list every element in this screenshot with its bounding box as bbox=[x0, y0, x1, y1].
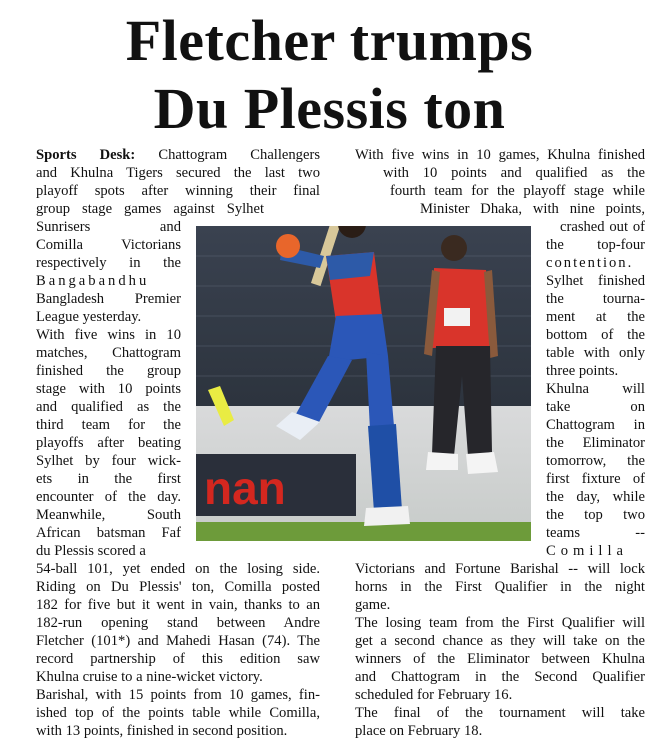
text-line: and qualified as the bbox=[36, 399, 181, 415]
text-line: three points. bbox=[546, 363, 619, 379]
text-line: ment at the bbox=[546, 309, 645, 325]
text-line: and Chattogram in the Second Qualifier bbox=[355, 669, 645, 685]
text-line: Sunrisers and bbox=[36, 219, 181, 235]
text-line: scheduled for February 16. bbox=[355, 687, 513, 703]
text-line: third team for the bbox=[36, 417, 181, 433]
text-line: fourth team for the playoff stage while bbox=[390, 183, 645, 199]
headline-line-2: Du Plessis ton bbox=[153, 76, 506, 141]
text-line: ets in the first bbox=[36, 471, 181, 487]
text-line: The losing team from the First Qualifier will bbox=[355, 615, 645, 631]
banner-text: nan bbox=[204, 462, 286, 514]
text-line: Chattogram in bbox=[546, 417, 645, 433]
text-line: ished top of the points table while Comilla, bbox=[36, 705, 320, 721]
text-line: respectively in the bbox=[36, 255, 181, 271]
text-line: with 13 points, finished in second position. bbox=[36, 723, 288, 739]
text-line: contention. bbox=[546, 255, 634, 271]
text-line: the top-four bbox=[546, 237, 645, 253]
text-line: playoff spots after winning their final bbox=[36, 183, 320, 199]
text-line: Comilla bbox=[546, 543, 629, 559]
text-line: game. bbox=[355, 597, 391, 613]
headline-line-1: Fletcher trumps bbox=[125, 8, 534, 73]
text-line: 182 for five but it went in vain, thanks to an bbox=[36, 597, 320, 613]
text-line: du Plessis scored a bbox=[36, 543, 146, 559]
text-line: take on bbox=[546, 399, 645, 415]
text-line: with 10 points and qualified as the bbox=[383, 165, 645, 181]
text-line: finished the group bbox=[36, 363, 181, 379]
text-line: encounter of the day. bbox=[36, 489, 181, 505]
text-line: horns in the First Qualifier in the night bbox=[355, 579, 645, 595]
text-line: Riding on Du Plessis' ton, Comilla posted bbox=[36, 579, 320, 595]
text-line: crashed out of bbox=[560, 219, 645, 235]
text-line: Sylhet finished bbox=[546, 273, 645, 289]
text-line: playoffs after beating bbox=[36, 435, 181, 451]
text-line: winners of the Eliminator between Khulna bbox=[355, 651, 645, 667]
text-line: teams -- bbox=[546, 525, 645, 541]
text-line: 54-ball 101, yet ended on the losing side. bbox=[36, 561, 320, 577]
text-line: Fletcher (101*) and Mahedi Hasan (74). The bbox=[36, 633, 320, 649]
text-line: With five wins in 10 bbox=[36, 327, 181, 343]
text-line: record partnership of this edition saw bbox=[36, 651, 320, 667]
text-line: Bangladesh Premier bbox=[36, 291, 181, 307]
text-line: Barishal, with 15 points from 10 games, fin- bbox=[36, 687, 320, 703]
photo-illustration bbox=[196, 226, 531, 541]
text-line: Bangabandhu bbox=[36, 273, 150, 289]
text-line: and Khulna Tigers secured the last two bbox=[36, 165, 320, 181]
text-line: bottom of the bbox=[546, 327, 645, 343]
text-line: the Eliminator bbox=[546, 435, 645, 451]
text-line: Minister Dhaka, with nine points, bbox=[420, 201, 645, 217]
text-line: first fixture of bbox=[546, 471, 645, 487]
text-line: the top two bbox=[546, 507, 645, 523]
text-line: tomorrow, the bbox=[546, 453, 645, 469]
text-line: table with only bbox=[546, 345, 645, 361]
text-line: African batsman Faf bbox=[36, 525, 181, 541]
text-line: Meanwhile, South bbox=[36, 507, 181, 523]
text-line: place on February 18. bbox=[355, 723, 483, 739]
text-line: 182-run opening stand between Andre bbox=[36, 615, 320, 631]
text-line: Victorians and Fortune Barishal -- will lock bbox=[355, 561, 645, 577]
text-line: Sports Desk: Chattogram Challengers bbox=[36, 147, 320, 163]
text-line: Sylhet by four wick- bbox=[36, 453, 181, 469]
text-line: With five wins in 10 games, Khulna finished bbox=[355, 147, 645, 163]
text-line: the day, while bbox=[546, 489, 645, 505]
text-line: Khulna will bbox=[546, 381, 645, 397]
text-line: Comilla Victorians bbox=[36, 237, 181, 253]
cricket-photo bbox=[196, 226, 531, 541]
dateline: Sports Desk: bbox=[36, 147, 136, 163]
text-line: the tourna- bbox=[546, 291, 645, 307]
text-line: get a second chance as they will take on the bbox=[355, 633, 645, 649]
text-line: Khulna cruise to a nine-wicket victory. bbox=[36, 669, 263, 685]
text-line: League yesterday. bbox=[36, 309, 142, 325]
text-line: group stage games against Sylhet bbox=[36, 201, 264, 217]
text-line: matches, Chattogram bbox=[36, 345, 181, 361]
text-line: The final of the tournament will take bbox=[355, 705, 645, 721]
text-line: stage with 10 points bbox=[36, 381, 181, 397]
